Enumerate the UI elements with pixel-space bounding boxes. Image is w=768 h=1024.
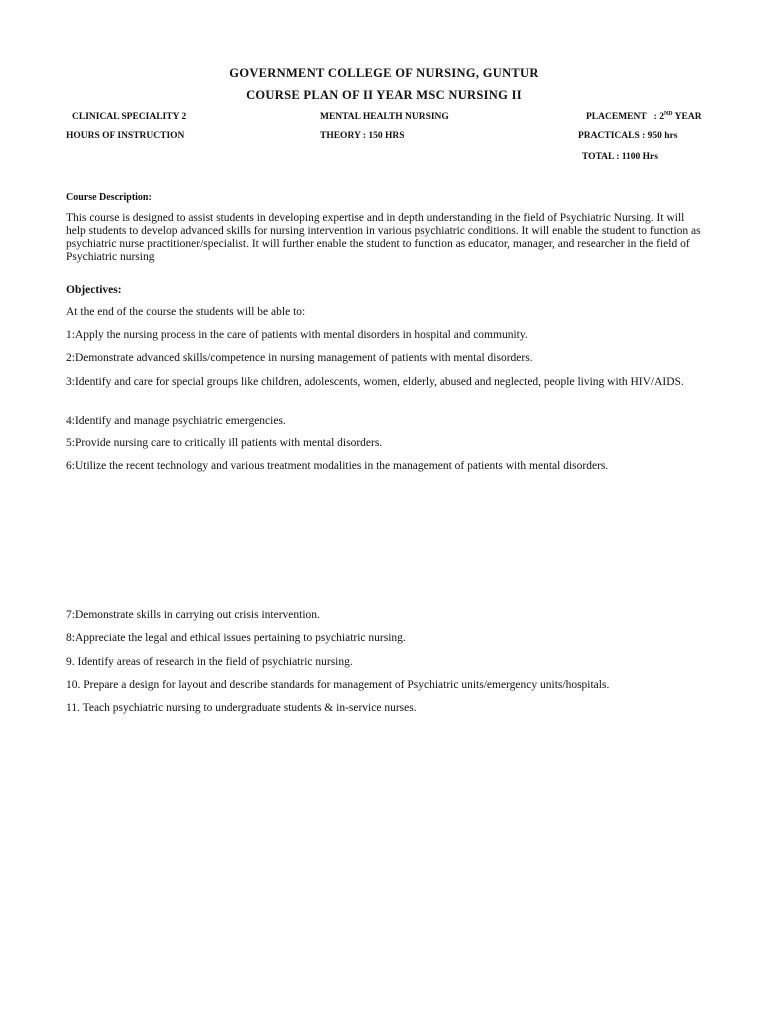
hours-of-instruction: HOURS OF INSTRUCTION [66, 131, 185, 141]
clinical-speciality: CLINICAL SPECIALITY 2 [72, 112, 187, 122]
total-hours: TOTAL : 1100 Hrs [582, 152, 658, 162]
objective-item: 6:Utilize the recent technology and various treatment modalities in the management of patients with mental disorders. [66, 460, 609, 472]
course-plan-title: COURSE PLAN OF II YEAR MSC NURSING II [246, 88, 522, 102]
objectives-heading: Objectives: [66, 284, 122, 296]
subject-name: MENTAL HEALTH NURSING [320, 112, 449, 122]
objective-item: 10. Prepare a design for layout and describe standards for management of Psychiatric units/emergency units/hospitals. [66, 679, 610, 691]
placement-superscript: ND [663, 110, 673, 117]
objective-item: 2:Demonstrate advanced skills/competence in nursing management of patients with mental disorders. [66, 352, 533, 364]
objective-item: 1:Apply the nursing process in the care of patients with mental disorders in hospital and community. [66, 329, 528, 341]
objective-item: 9. Identify areas of research in the field of psychiatric nursing. [66, 656, 353, 668]
objective-item: 8:Appreciate the legal and ethical issues pertaining to psychiatric nursing. [66, 632, 406, 644]
college-title: GOVERNMENT COLLEGE OF NURSING, GUNTUR [229, 66, 539, 80]
course-description-heading: Course Description: [66, 192, 152, 203]
objectives-intro: At the end of the course the students will be able to: [66, 306, 306, 318]
placement-suffix: YEAR [672, 112, 702, 122]
objective-item: 11. Teach psychiatric nursing to undergraduate students & in-service nurses. [66, 702, 417, 714]
course-description-text: This course is designed to assist students in developing expertise and in depth understanding in the field of Psychiatric Nursing. It will help students to develop advanced skills for nursing intervention in various psychiatric conditions. It will enable the student to function as psychiatric nurse practitioner/specialist. It will further enable the student to function as educator, manager, and researcher in the field of Psychiatric nursing [66, 212, 701, 263]
objective-item: 4:Identify and manage psychiatric emergencies. [66, 415, 286, 427]
objective-item: 3:Identify and care for special groups like children, adolescents, women, elderly, abused and neglected, people living with HIV/AIDS. [66, 376, 684, 388]
theory-hours: THEORY : 150 HRS [320, 131, 405, 141]
placement [586, 112, 702, 122]
objective-item: 5:Provide nursing care to critically ill patients with mental disorders. [66, 437, 383, 449]
practicals-hours: PRACTICALS : 950 hrs [578, 131, 678, 141]
placement-label: PLACEMENT : 2 [586, 112, 664, 122]
objective-item: 7:Demonstrate skills in carrying out crisis intervention. [66, 609, 320, 621]
